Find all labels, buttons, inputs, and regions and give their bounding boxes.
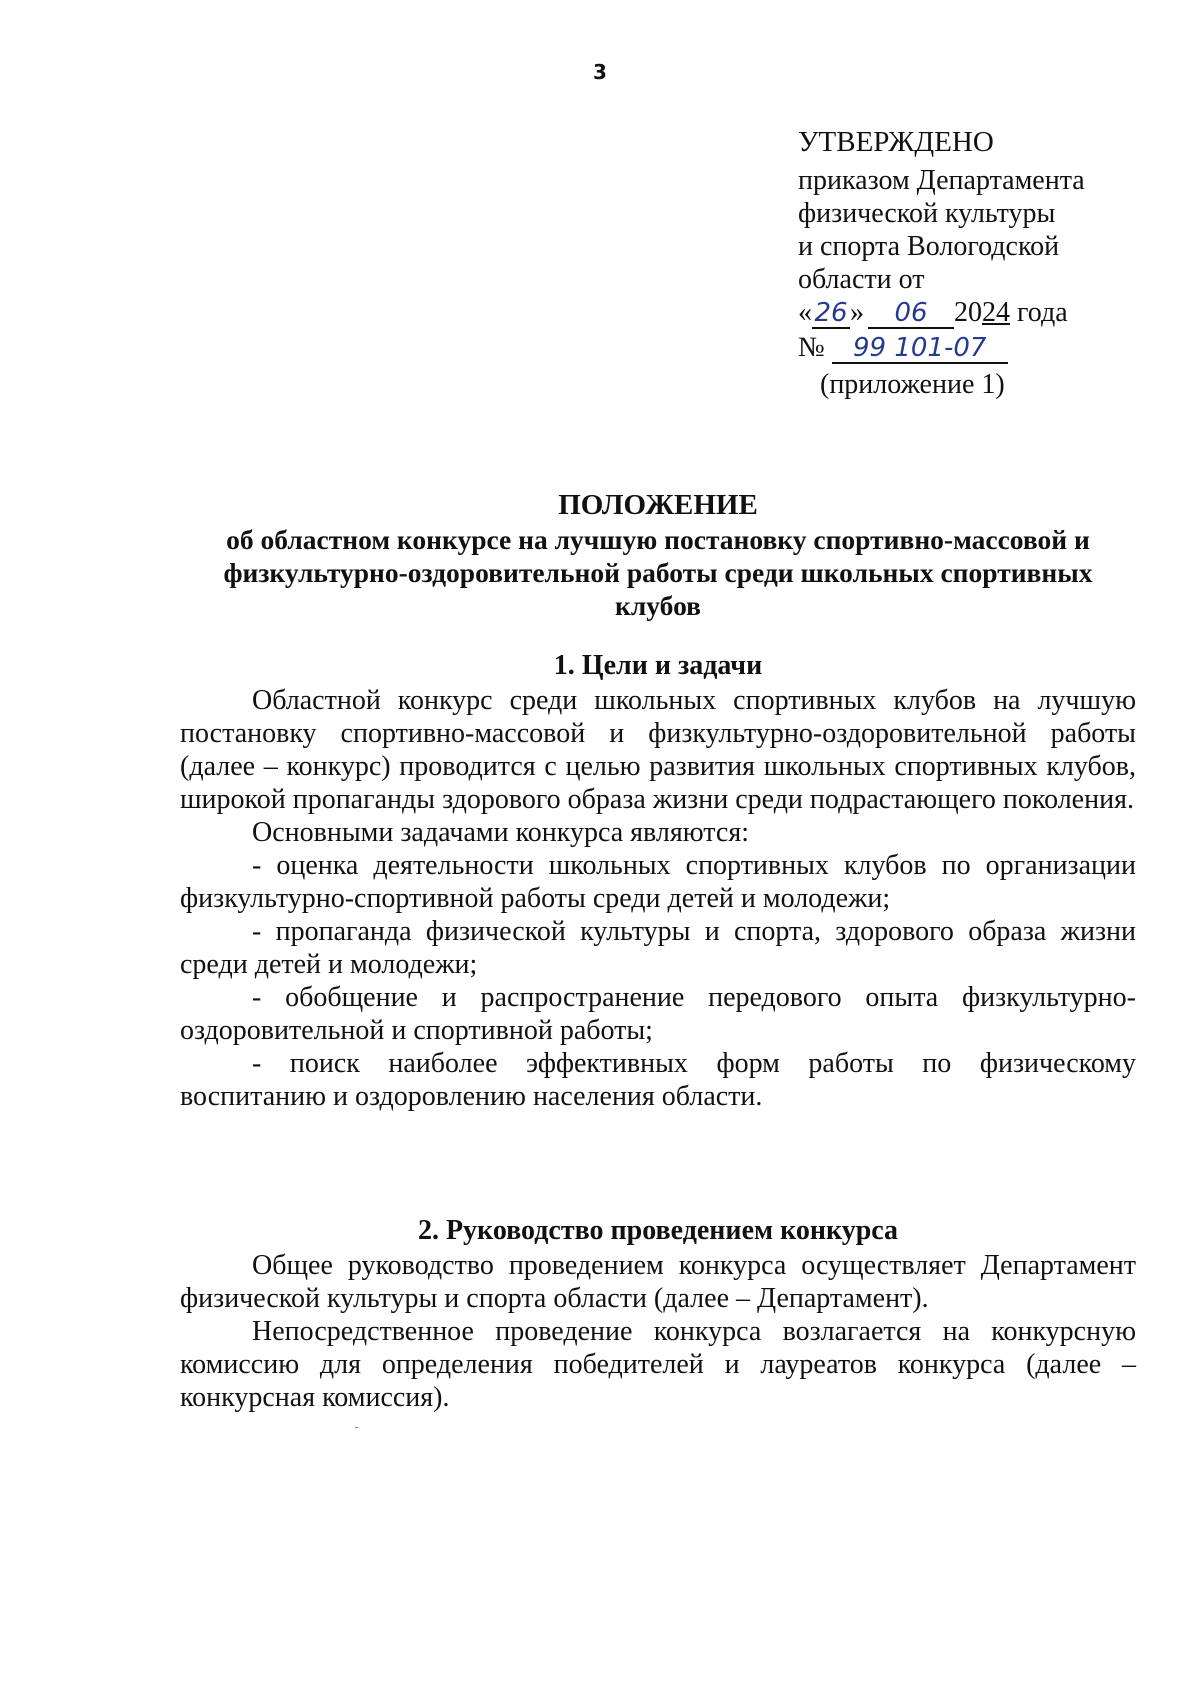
section-paragraph: Областной конкурс среди школьных спортивных клубов на лучшую постановку спортивно-массовой и физкультурно-оздоровительной работы (далее – конкурс) проводится с целью развития школьных спортивных клубов, широкой пропаганды здорового образа жизни среди подрастающего поколения. <box>180 685 1136 815</box>
approval-heading: УТВЕРЖДЕНО <box>798 126 994 158</box>
section-paragraph: Основными задачами конкурса являются: <box>252 817 749 848</box>
approval-order-number-line <box>798 331 1178 364</box>
date-open-quote: « <box>798 297 812 328</box>
approval-line: и спорта Вологодской <box>798 231 1060 262</box>
document-title-block <box>180 487 1136 622</box>
date-year-end: 24 <box>982 297 1010 328</box>
date-year-start: 20 <box>954 297 982 328</box>
page-number: 3 <box>593 60 607 84</box>
section-heading: 1. Цели и задачи <box>553 650 763 681</box>
handwritten-day: 26 <box>812 299 850 329</box>
approval-appendix: (приложение 1) <box>820 369 1005 400</box>
approval-line: приказом Департамента <box>798 165 1085 196</box>
section-goals <box>180 648 1136 1113</box>
section-paragraph: Непосредственное проведение конкурса возлагается на конкурсную комиссию для определения победителей и лауреатов конкурса (далее – конкурсная комиссия). <box>180 1316 1136 1413</box>
section-list-item: - пропаганда физической культуры и спорта, здорового образа жизни среди детей и молодежи; <box>180 916 1136 980</box>
approval-date <box>798 296 1178 329</box>
section-list-item: - обобщение и распространение передового опыта физкультурно-оздоровительной и спортивной работы; <box>180 982 1136 1046</box>
date-close-quote: » <box>850 297 864 328</box>
date-year-suffix: года <box>1017 297 1068 328</box>
document-subtitle: об областном конкурсе на лучшую постановку спортивно-массовой и физкультурно-оздоровительной работы среди школьных спортивных клубов <box>223 524 1093 621</box>
scan-speck <box>355 1427 358 1428</box>
handwritten-month: 06 <box>868 299 954 329</box>
approval-line: области от <box>798 264 925 295</box>
number-sign: № <box>798 332 825 363</box>
section-heading: 2. Руководство проведением конкурса <box>417 1215 899 1246</box>
approval-stamp-block <box>798 123 1178 401</box>
section-management <box>180 1213 1136 1414</box>
section-list-item: - поиск наиболее эффективных форм работы по физическому воспитанию и оздоровлению населения области. <box>180 1048 1136 1112</box>
document-title: ПОЛОЖЕНИЕ <box>558 489 758 521</box>
section-paragraph: Общее руководство проведением конкурса осуществляет Департамент физической культуры и спорта области (далее – Департамент). <box>180 1250 1136 1314</box>
approval-line: физической культуры <box>798 198 1056 229</box>
section-list-item: - оценка деятельности школьных спортивных клубов по организации физкультурно-спортивной работы среди детей и молодежи; <box>180 850 1136 914</box>
handwritten-order-number: 99 101-07 <box>832 334 1008 364</box>
